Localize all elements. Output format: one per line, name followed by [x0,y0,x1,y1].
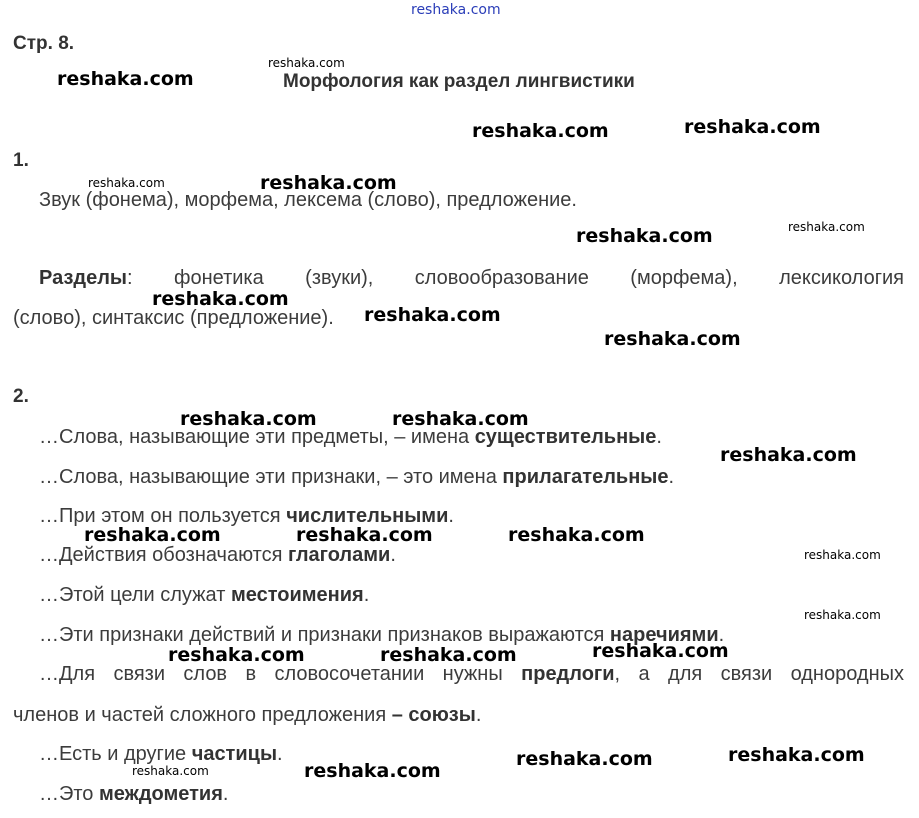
task1-line: Звук (фонема), морфема, лексема (слово), предложение. [39,189,577,211]
answer-line: …Этой цели служат местоимения. [39,584,370,606]
watermark: reshaka.com [788,220,865,234]
watermark: reshaka.com [180,408,317,430]
sections-label: Разделы [39,267,127,289]
watermark: reshaka.com [152,288,289,310]
watermark-top: reshaka.com [411,2,501,18]
watermark: reshaka.com [304,760,441,782]
task1-sections-cont: (слово), синтаксис (предложение). [13,307,334,329]
answer-line: …Это междометия. [39,783,229,805]
watermark: reshaka.com [592,640,729,662]
sections-text: : фонетика (звуки), словообразование (морфема), лексикология [127,267,904,289]
watermark: reshaka.com [804,608,881,622]
answer-line: …При этом он пользуется числительными. [39,505,454,527]
answer-line: …Есть и другие частицы. [39,743,283,765]
watermark: reshaka.com [57,68,194,90]
watermark: reshaka.com [684,116,821,138]
watermark: reshaka.com [260,172,397,194]
page-label: Стр. 8. [13,33,75,54]
task2-number: 2. [13,386,29,407]
watermark: reshaka.com [508,524,645,546]
page-title: Морфология как раздел лингвистики [283,71,635,92]
answer-line: членов и частей сложного предложения – союзы. [13,704,482,726]
task1-number: 1. [13,150,29,171]
watermark: reshaka.com [576,225,713,247]
watermark: reshaka.com [268,56,345,70]
watermark: reshaka.com [364,304,501,326]
watermark: reshaka.com [472,120,609,142]
watermark: reshaka.com [804,548,881,562]
watermark: reshaka.com [168,644,305,666]
watermark: reshaka.com [88,176,165,190]
watermark: reshaka.com [380,644,517,666]
answer-line: …Действия обозначаются глаголами. [39,544,396,566]
answer-line: …Эти признаки действий и признаки признаков выражаются наречиями. [39,624,725,646]
answer-line: …Слова, называющие эти признаки, – это имена прилагательные. [39,466,675,488]
watermark: reshaka.com [132,764,209,778]
watermark: reshaka.com [516,748,653,770]
answer-line: …Для связи слов в словосочетании нужны предлоги, а для связи однородных [39,663,904,685]
watermark: reshaka.com [604,328,741,350]
watermark: reshaka.com [720,444,857,466]
answer-line: …Слова, называющие эти предметы, – имена существительные. [39,426,662,448]
watermark: reshaka.com [84,524,221,546]
watermark: reshaka.com [296,524,433,546]
task1-sections-line [39,267,904,290]
watermark: reshaka.com [728,744,865,766]
watermark: reshaka.com [392,408,529,430]
